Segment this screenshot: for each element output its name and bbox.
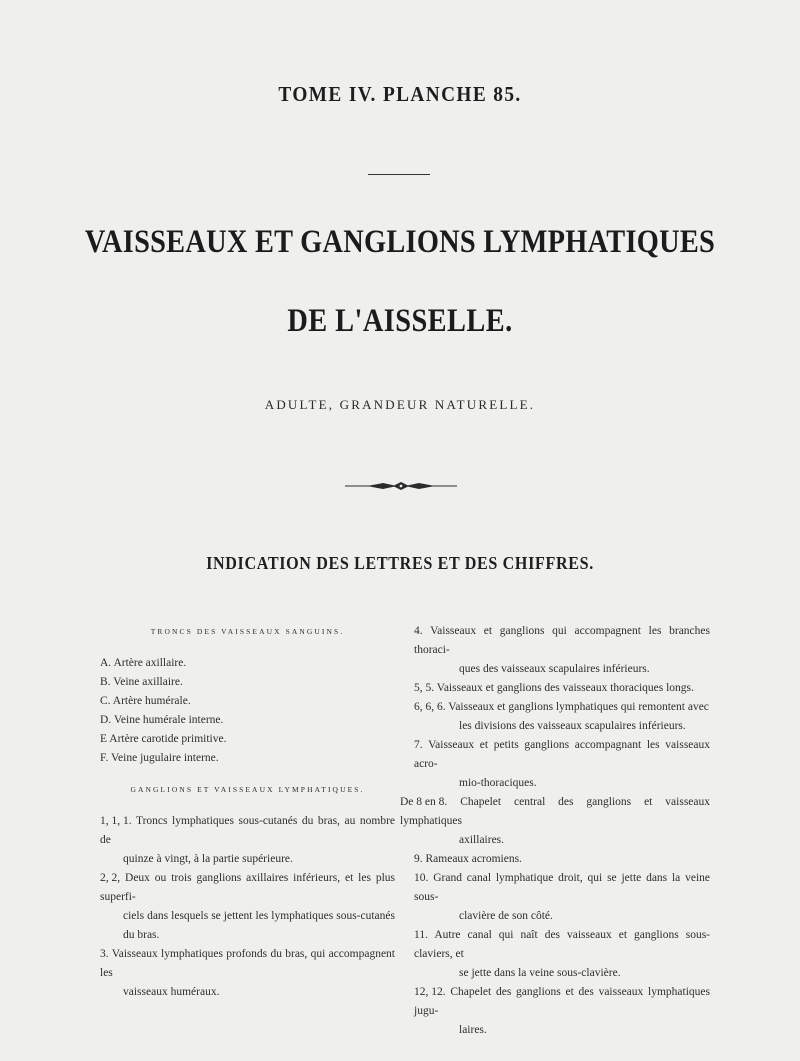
legend-entry	[414, 622, 710, 679]
letter-item	[100, 673, 395, 692]
legend-entry	[414, 698, 710, 736]
entry-continuation: ques des vaisseaux scapulaires inférieurs.	[459, 663, 650, 675]
entry-text: Autre canal qui naît des vaisseaux et ganglions sous-claviers, et	[414, 929, 711, 960]
letter-item	[100, 654, 395, 673]
legend-entry	[100, 945, 395, 1002]
short-divider	[368, 174, 430, 175]
entry-key: 7.	[414, 739, 423, 751]
legend-heading: INDICATION DES LETTRES ET DES CHIFFRES.	[206, 553, 594, 573]
section-title-lymphatics: GANGLIONS ET VAISSEAUX LYMPHATIQUES.	[130, 785, 365, 794]
entry-text: Vaisseaux et ganglions des vaisseaux thoraciques longs.	[436, 682, 694, 694]
letter-text: Artère humérale.	[112, 695, 191, 707]
letter-item	[100, 749, 395, 768]
letter-text: Artère axillaire.	[113, 657, 187, 669]
entry-text: Chapelet central des ganglions et vaisseaux lymphatiques	[400, 796, 710, 827]
entry-key: 6, 6, 6.	[414, 701, 446, 713]
entry-key: 10.	[414, 872, 429, 884]
entry-continuation: mio-thoraciques.	[459, 777, 537, 789]
entry-text: Troncs lymphatiques sous-cutanés du bras, au nombre de	[100, 815, 395, 846]
right-column	[400, 622, 711, 1040]
entry-continuation: vaisseaux huméraux.	[123, 986, 220, 998]
legend-entry	[414, 983, 710, 1040]
letter-item	[100, 711, 395, 730]
entry-text: Rameaux acromiens.	[425, 853, 522, 865]
entry-text: Deux ou trois ganglions axillaires inférieurs, et les plus superfi-	[100, 872, 396, 903]
ornament-divider	[345, 478, 457, 494]
entry-key: 3.	[100, 948, 109, 960]
legend-entry	[100, 869, 395, 945]
legend-entry	[414, 926, 710, 983]
entry-continuation: ciels dans lesquels se jettent les lymphatiques sous-cutanés du bras.	[123, 910, 395, 941]
letter-text: Artère carotide primitive.	[109, 733, 227, 745]
legend-entry	[414, 850, 710, 869]
entry-text: Chapelet des ganglions et des vaisseaux lymphatiques jugu-	[414, 986, 710, 1017]
entry-text: Vaisseaux lymphatiques profonds du bras, qui accompagnent les	[100, 948, 395, 979]
section-title-blood-vessels: TRONCS DES VAISSEAUX SANGUINS.	[150, 627, 345, 636]
entry-key: 9.	[414, 853, 423, 865]
letter-key: C.	[100, 695, 111, 707]
left-column	[100, 622, 395, 1002]
entry-key: 2, 2,	[100, 872, 121, 884]
letter-item	[100, 730, 395, 749]
entry-continuation: quinze à vingt, à la partie supérieure.	[123, 853, 293, 865]
legend-entry	[400, 793, 710, 850]
entry-text: Vaisseaux et ganglions lymphatiques qui remontent avec	[448, 701, 709, 713]
entry-key: 5, 5.	[414, 682, 435, 694]
letter-text: Veine jugulaire interne.	[111, 752, 219, 764]
letter-key: F.	[100, 752, 109, 764]
entry-text: Vaisseaux et ganglions qui accompagnent les branches thoraci-	[414, 625, 710, 656]
entry-key: 11.	[414, 929, 428, 941]
tome-heading: TOME IV. PLANCHE 85.	[278, 82, 522, 106]
letter-key: B.	[100, 676, 111, 688]
entry-key: 12, 12.	[414, 986, 446, 998]
letter-key: D.	[100, 714, 112, 726]
entry-key: De 8 en 8.	[400, 796, 448, 808]
entry-key: 4.	[414, 625, 423, 637]
entry-continuation: clavière de son côté.	[459, 910, 553, 922]
legend-entry	[414, 869, 710, 926]
legend-entry	[100, 812, 395, 869]
entry-continuation: axillaires.	[459, 834, 505, 846]
letter-text: Veine axillaire.	[113, 676, 183, 688]
letter-text: Veine humérale interne.	[113, 714, 224, 726]
legend-entry	[414, 679, 710, 698]
entry-key: 1, 1, 1.	[100, 815, 132, 827]
entry-continuation: se jette dans la veine sous-clavière.	[459, 967, 621, 979]
letter-item	[100, 692, 395, 711]
legend-entry	[414, 736, 710, 793]
letter-key: A.	[100, 657, 112, 669]
entry-continuation: laires.	[459, 1024, 487, 1036]
main-title-line1: VAISSEAUX ET GANGLIONS LYMPHATIQUES	[84, 224, 716, 260]
subtitle: ADULTE, GRANDEUR NATURELLE.	[264, 397, 536, 412]
letter-key: E	[100, 733, 108, 745]
entry-text: Vaisseaux et petits ganglions accompagnant les vaisseaux acro-	[414, 739, 710, 770]
entry-text: Grand canal lymphatique droit, qui se jette dans la veine sous-	[414, 872, 711, 903]
entry-continuation: les divisions des vaisseaux scapulaires inférieurs.	[459, 720, 686, 732]
main-title-line2: DE L'AISSELLE.	[287, 303, 513, 339]
